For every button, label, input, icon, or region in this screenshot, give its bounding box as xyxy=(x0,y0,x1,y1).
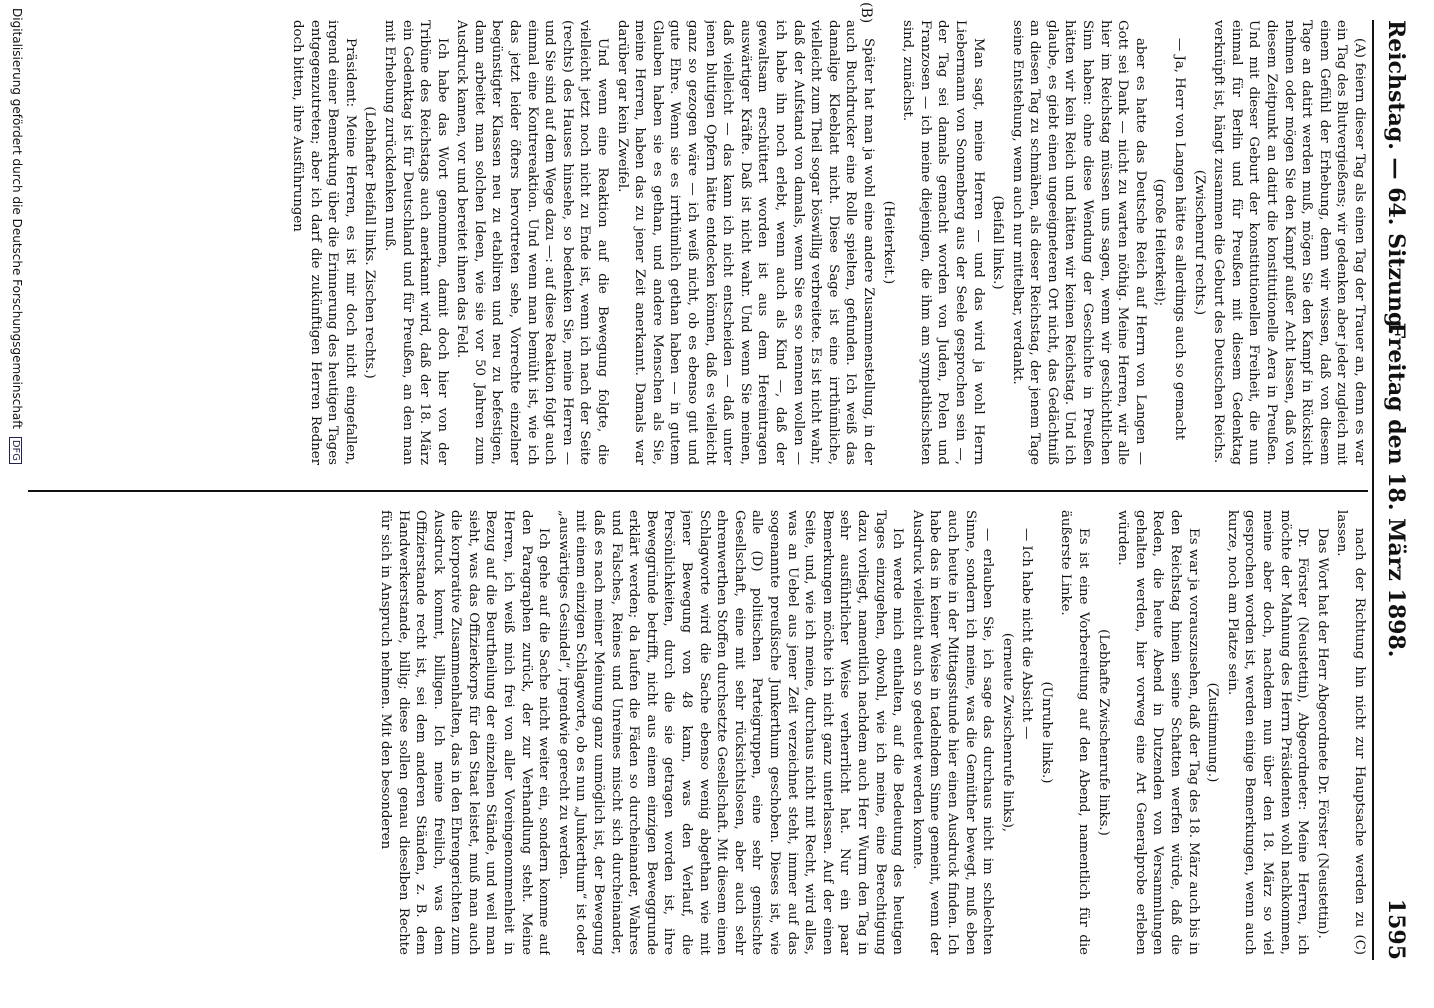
paragraph: Es ist eine Vorbereitung auf den Abend, namentlich für die äußerste Linke. xyxy=(1058,510,1092,955)
page-header xyxy=(1376,20,1416,960)
paragraph: (erneute Zwischenrufe links), xyxy=(999,632,1015,833)
paragraph: (Zustimmung.) xyxy=(1205,682,1221,783)
paragraph: nach der Richtung hin nicht zur Hauptsache werden zu (C) lassen. xyxy=(1334,510,1367,955)
paragraph: Ich habe das Wort genommen, damit doch hier von der Tribüne des Reichstags auch anerkannt wird, daß der 18. März ein Gedenktag ist für Deutschland und für Preußen, an den man mit Erhebung zurückdenken muß. xyxy=(381,20,450,465)
column-divider xyxy=(28,490,1368,492)
paragraph: — Ja, Herr von Langen hätte es allerdings auch so gemacht xyxy=(1172,38,1188,441)
paragraph: Das Wort hat der Herr Abgeordnete Dr. Förster (Neustettin). xyxy=(1314,528,1330,939)
dfg-logo: DFG xyxy=(9,437,22,464)
header-date: Freitag den 18. März 1898. xyxy=(1383,322,1409,658)
paragraph: Man sagt, meine Herren — und das wird ja wohl Herrn Liebermann von Sonnenberg aus der Seele gesprochen sein —, der Tag sei damals gemacht worden von Juden, Polen und Franzosen — ich meine diejenigen, die ihm am sympathischsten sind, zunächst. xyxy=(900,20,986,465)
paragraph: (Zwischenruf rechts.) xyxy=(1191,169,1207,316)
paragraph: (große Heiterkeit); xyxy=(1152,178,1168,307)
left-column xyxy=(28,20,1368,465)
paragraph: (Beifall links.) xyxy=(990,195,1006,290)
paragraph: Ich werde mich enthalten, auf die Bedeutung des heutigen Tages einzugehen, obwohl, wie ich meine, eine Berechtigung dazu vorliegt, namentlich nachdem auch Herr Wurm den Tag in sehr ausführlicher Weise verherrlicht hat. Nur ein paar Bemerkungen möchte ich nicht ganz unterlassen. Auf der einen Seite, und, wie ich meine, durchaus nicht mit Recht, wird alles, was an Uebel aus jener Zeit verzeichnet steht, immer auf das sogenannte preußische Junkerthum geschoben. Dieses ist, wie alle (D) politischen Parteigruppen, eine sehr gemischte Gesellschaft, eine mit sehr rücksichtslosen, aber auch sehr ehrenwerthen Stoffen durchsetzte Gesellschaft. Mit diesem einen Schlagworte wird die Sache ebenso wenig abgethan wie mit jener Bewegung von 48 kann, was den Verlauf, die Persönlichkeiten, durch die sie getragen worden ist, ihre Beweggründe betrifft, nicht aus einem einzigen Beweggrunde erklärt werden; da laufen die Fäden so durcheinander, Wahres und Falsches, Reines und Unreines mischt sich durcheinander, daß es nach meiner Meinung ganz unmöglich ist, der Bewegung mit einem einzigen Schlagworte, ob es nun „Junkerthum“ ist oder „auswärtiges Gesindel“, irgendwie gerecht zu werden. xyxy=(555,510,906,955)
paragraph: (A) feiern dieser Tag als einen Tag der Trauer an, denn es war ein Tag des Blutvergießens; wir gedenken aber jeder zugleich mit einem Gefühl der Erhebung, denn wir wissen, daß von diesem Tage an datirt werden muß, mögen Sie den Kampf in Rücksicht nehmen oder mögen Sie den Kampf außer Acht lassen, daß von diesem Zeitpunkt an datirt die konstitutionelle Aera in Preußen. Und mit dieser Geburt der konstitutionellen Freiheit, die nun einmal für Berlin und für Preußen mit diesem Gedenktag verknüpft ist, hängt zusammen die Geburt des Deutschen Reichs. xyxy=(1211,20,1367,465)
paragraph: Präsident: Meine Herren, es ist mir doch nicht eingefallen, irgend einer Bemerkung über die Erinnerung des heutigen Tages entgegenzutreten; aber ich darf die zukünftigen Herren Redner doch bitten, ihre Ausführungen xyxy=(289,20,358,465)
paragraph: (Lebhafte Zwischenrufe links.) xyxy=(1095,629,1111,836)
paragraph: aber es hatte das Deutsche Reich auf Herrn von Langen — Gott sei Dank — nicht zu warten nöthig. Meine Herren, wir alle hier im Reichstag müssen uns sagen, wenn wir geschichtlichen Sinn haben: ohne diese Wendung der Geschichte in Preußen hätten wir kein Reich und hätten wir keinen Reichstag. Und ich glaube, es giebt einen ungeeigneteren Ort nicht, das Gedächtniß an diesen Tag zu schmähen, als dieser Reichstag, der jenem Tage seine Entstehung, wenn auch nur mittelbar, verdankt. xyxy=(1009,20,1148,465)
right-column xyxy=(28,510,1368,955)
paragraph: Dr. Förster (Neustettin), Abgeordneter: Meine Herren, ich möchte der Mahnung des Herrn Präsidenten wohl nachkommen, meine aber doch, nachdem nun über den 18. März so viel gesprochen worden ist, werden einige Bemerkungen, wenn auch kurze, noch am Platze sein. xyxy=(1224,510,1311,955)
paragraph: (Lebhafter Beifall links. Zischen rechts.) xyxy=(362,106,378,379)
paragraph: Es war ja vorauszusehen, daß der Tag des 18. März auch bis in den Reichstag hinein seine Schatten werfen würde, daß die Reden, die heute Abend in Dutzenden von Versammlungen gehalten werden, hier vorweg eine Art Generalprobe erleben würden. xyxy=(1115,510,1201,955)
header-left: Reichstag. — 64. Sitzung. xyxy=(1383,20,1409,336)
paragraph: — erlauben Sie, ich sage das durchaus nicht im schlechten Sinne, sondern ich meine, was die Gemüther bewegt, muß eben auch heute in der Mittagsstunde hier einen Ausdruck finden. Ich habe das in keiner Weise in tadelndem Sinne gemeint, wenn der Ausdruck vielleicht auch so gedeutet werden konnte. xyxy=(909,510,996,955)
footer-text: Digitalisierung gefördert durch die Deutsche Forschungsgemeinschaft xyxy=(10,8,24,430)
paragraph: (Heiterkeit.) xyxy=(880,200,896,285)
paragraph: — Ich habe nicht die Absicht — xyxy=(1019,528,1035,740)
paragraph: Ich gehe auf die Sache nicht weiter ein, sondern komme auf den Paragraphen zurück, der zur Verhandlung steht. Meine Herren, ich weiß mich frei von aller Voreingenommenheit in Bezug auf die Beurtheilung der einzelnen Stände, und weil man sieht, was das Offizierkorps für den Staat leistet, muß man auch die korporative Zusammenhalten, das in den Ehrengerichten zum Ausdruck kommt, billigen. Ich meine freilich, was dem Offizierstande recht ist, sei dem anderen Ständen, z. B. dem Handwerkerstande, billig; diese sollen genau dieselben Rechte für sich in Anspruch nehmen. Mit den besonderen xyxy=(377,510,552,955)
page-number: 1595 xyxy=(1383,898,1409,960)
footer xyxy=(9,0,24,1008)
margin-mark-b: (B) xyxy=(858,2,874,24)
header-rule xyxy=(1372,20,1374,960)
paragraph: Später hat man ja wohl eine andere Zusammenstellung, in der auch Buchdrucker eine Rolle spielten, gefunden. Ich weiß das damalige Kleeblatt nicht. Diese Sage ist eine irrthümliche, vielleicht zum Theil sogar böswillig verbreitete. Es ist nicht wahr, daß der Aufstand von damals, wenn Sie es so nennen wollen — ich habe ihn noch erlebt, wenn auch als Kind —, daß der gewaltsam erschüttert worden ist aus dem Hereintragen auswärtiger Kräfte. Daß ist nicht wahr. Und wenn Sie meinen, daß vielleicht — das kann ich nicht entscheiden — daß unter jenen blutigen Opfern hätte entdecken können, daß es vielleicht ganz so gezogen wäre — ich weiß nicht, ob es ebenso gut und gute Ehre. Wenn sie es irrthümlich gethan haben — in gutem Glauben haben sie es gethan, und andere Menschen als Sie, meine Herren, haben das zu jener Zeit anerkannt. Damals war darüber gar kein Zweifel. xyxy=(614,20,876,465)
paragraph: (Unruhe links.) xyxy=(1038,681,1054,784)
paragraph: Und wenn eine Reaktion auf die Bewegung folgte, die vielleicht jetzt noch nicht zu Ende ist, wenn ich nach der Seite (rechts) des Hauses hinsehe, so bedenken Sie, meine Herren — und Sie sind auf dem Wege dazu —: auf diese Reaktion folgt auch einmal eine Kontrereaktion. Und wenn man bemüht ist, wie ich das jetzt leider öfters hervortreten sehe, Vorrechte einzelner begünstigter Klassen neu zu etabliren und neu zu befestigen, dann arbeitet man solchen Ideen, wie sie vor 50 Jahren zum Ausdruck kamen, vor und bereitet ihnen das Feld. xyxy=(454,20,611,465)
